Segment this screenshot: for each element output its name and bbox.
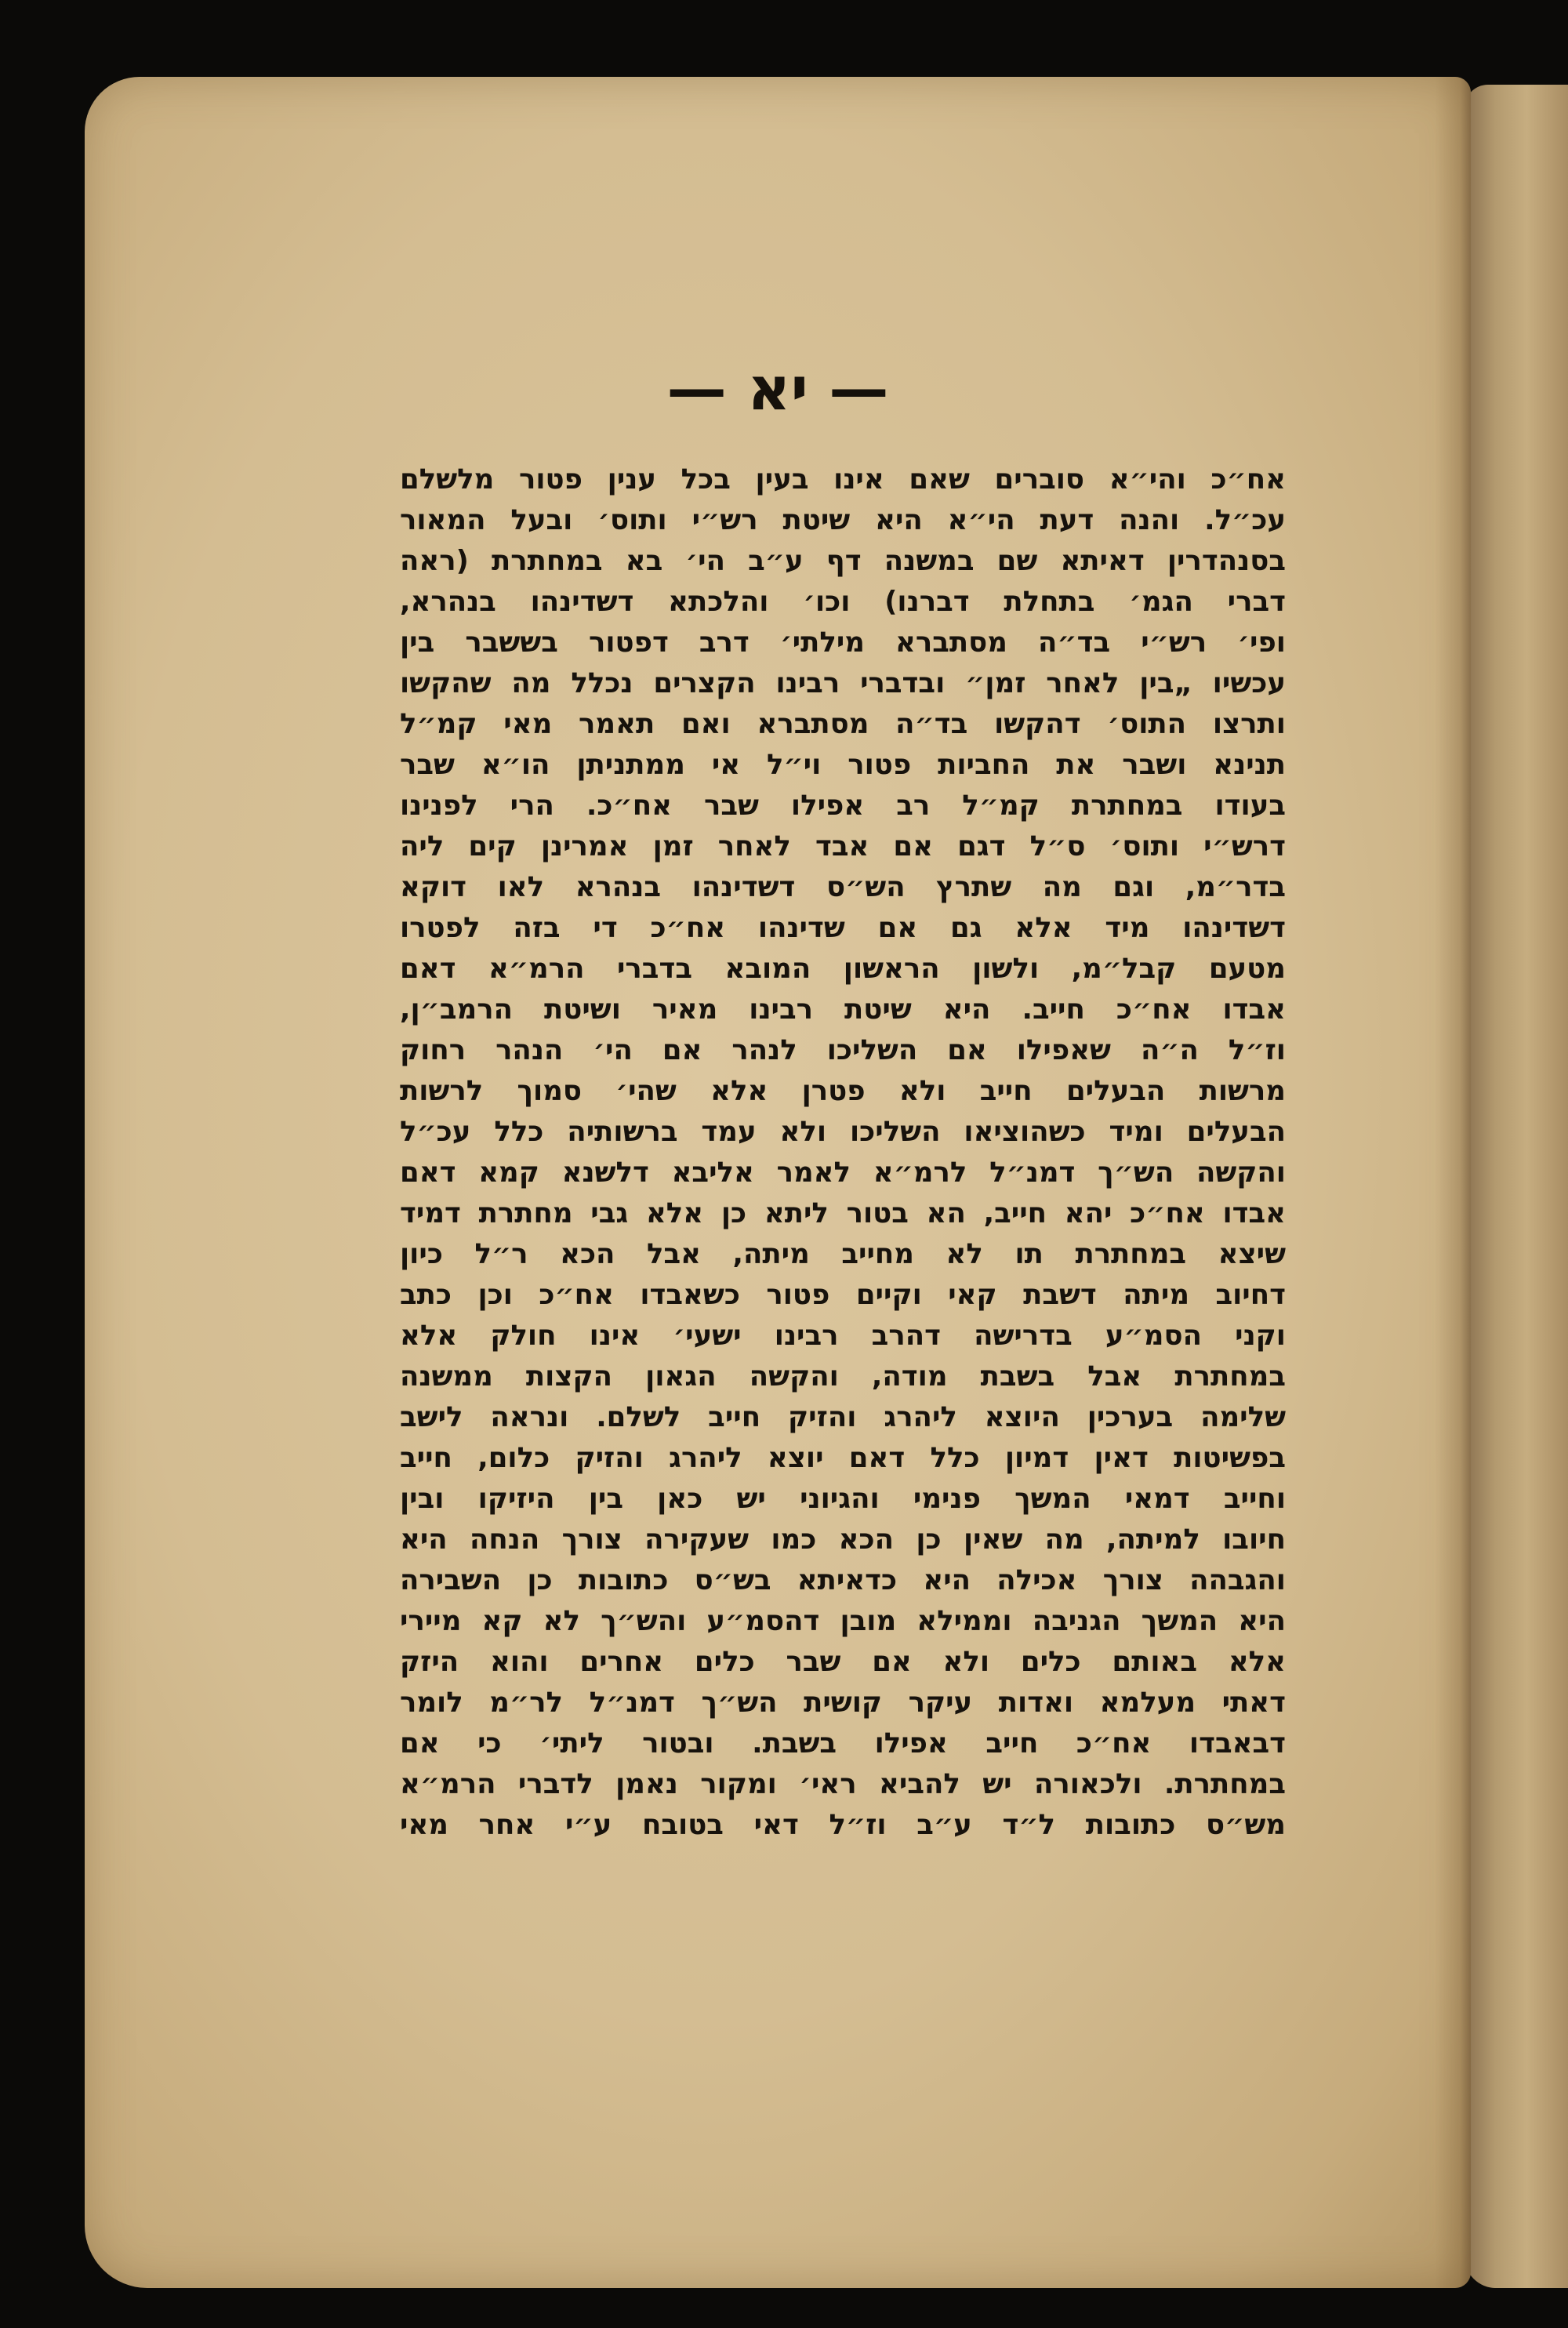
text-line: מרשות הבעלים חייב ולא פטרן אלא שהי׳ סמוך לרשות (400, 1075, 1286, 1107)
text-line: במחתרת. ולכאורה יש להביא ראי׳ ומקור נאמן לדברי הרמ״א (400, 1768, 1286, 1800)
text-line: דשדינהו מיד אלא גם אם שדינהו אח״כ די בזה לפטרו (400, 912, 1286, 944)
text-line: חיובו למיתה, מה שאין כן הכא כמו שעקירה צורך הנחה היא (400, 1524, 1286, 1556)
text-line: וקני הסמ״ע בדרישה דהרב רבינו ישעי׳ אינו חולק אלא (400, 1320, 1286, 1352)
text-line: והגבהה צורך אכילה היא כדאיתא בש״ס כתובות כן השבירה (400, 1564, 1286, 1596)
next-page-edge (1465, 85, 1568, 2288)
book-page (85, 77, 1471, 2288)
text-line: תנינא ושבר את החביות פטור וי״ל אי ממתניתן הו״א שבר (400, 749, 1286, 781)
text-line: אלא באותם כלים ולא אם שבר כלים אחרים והוא היזק (400, 1646, 1286, 1678)
text-line: בעודו במחתרת קמ״ל רב אפילו שבר אח״כ. הרי לפנינו (400, 790, 1286, 822)
text-line: עכשיו „בין לאחר זמן״ ובדברי רבינו הקצרים נכלל מה שהקשו (400, 667, 1286, 699)
text-line: דחיוב מיתה דשבת קאי וקיים פטור כשאבדו אח״כ וכן כתב (400, 1279, 1286, 1311)
text-line: עכ״ל. והנה דעת הי״א היא שיטת רש״י ותוס׳ ובעל המאור (400, 504, 1286, 536)
text-line: והקשה הש״ך דמנ״ל לרמ״א לאמר אליבא דלשנא קמא דאם (400, 1157, 1286, 1189)
text-line: בפשיטות דאין דמיון כלל דאם יוצא ליהרג והזיק כלום, חייב (400, 1442, 1286, 1474)
text-line: דברי הגמ׳ בתחלת דברנו) וכו׳ והלכתא דשדינהו בנהרא, (400, 586, 1286, 618)
text-line: ופי׳ רש״י בד״ה מסתברא מילתי׳ דרב דפטור בששבר בין (400, 626, 1286, 659)
text-line: מטעם קבל״מ, ולשון הראשון המובא בדברי הרמ״א דאם (400, 953, 1286, 985)
page-number-header: — יא — (666, 354, 889, 423)
text-line: וז״ל ה״ה שאפילו אם השליכו לנהר אם הי׳ הנהר רחוק (400, 1034, 1286, 1066)
text-line: היא המשך הגניבה וממילא מובן דהסמ״ע והש״ך לא קא מיירי (400, 1605, 1286, 1637)
text-line: דרש״י ותוס׳ ס״ל דגם אם אבד לאחר זמן אמרינן קים ליה (400, 830, 1286, 863)
text-line: במחתרת אבל בשבת מודה, והקשה הגאון הקצות ממשנה (400, 1360, 1286, 1393)
text-line: הבעלים ומיד כשהוציאו השליכו ולא עמד ברשותיה כלל עכ״ל (400, 1116, 1286, 1148)
text-line: שיצא במחתרת תו לא מחייב מיתה, אבל הכא ר״ל כיון (400, 1238, 1286, 1270)
text-line: מש״ס כתובות ל״ד ע״ב וז״ל דאי בטובח ע״י אחר מאי (400, 1809, 1286, 1841)
text-line: שלימה בערכין היוצא ליהרג והזיק חייב לשלם. ונראה לישב (400, 1401, 1286, 1433)
text-line: דבאבדו אח״כ חייב אפילו בשבת. ובטור ליתי׳ כי אם (400, 1727, 1286, 1760)
text-line: דאתי מעלמא ואדות עיקר קושית הש״ך דמנ״ל לר״מ לומר (400, 1687, 1286, 1719)
body-text (400, 459, 1286, 1846)
text-line: ותרצו התוס׳ דהקשו בד״ה מסתברא ואם תאמר מאי קמ״ל (400, 708, 1286, 740)
text-line: בדר״מ, וגם מה שתרץ הש״ס דשדינהו בנהרא לאו דוקא (400, 871, 1286, 903)
text-line: וחייב דמאי המשך פנימי והגיוני יש כאן בין היזיקו ובין (400, 1483, 1286, 1515)
text-line: אבדו אח״כ יהא חייב, הא בטור ליתא כן אלא גבי מחתרת דמיד (400, 1197, 1286, 1229)
text-line: אבדו אח״כ חייב. היא שיטת רבינו מאיר ושיטת הרמב״ן, (400, 993, 1286, 1026)
text-line: בסנהדרין דאיתא שם במשנה דף ע״ב הי׳ בא במחתרת (ראה (400, 545, 1286, 577)
text-line: אח״כ והי״א סוברים שאם אינו בעין בכל ענין פטור מלשלם (400, 463, 1286, 496)
